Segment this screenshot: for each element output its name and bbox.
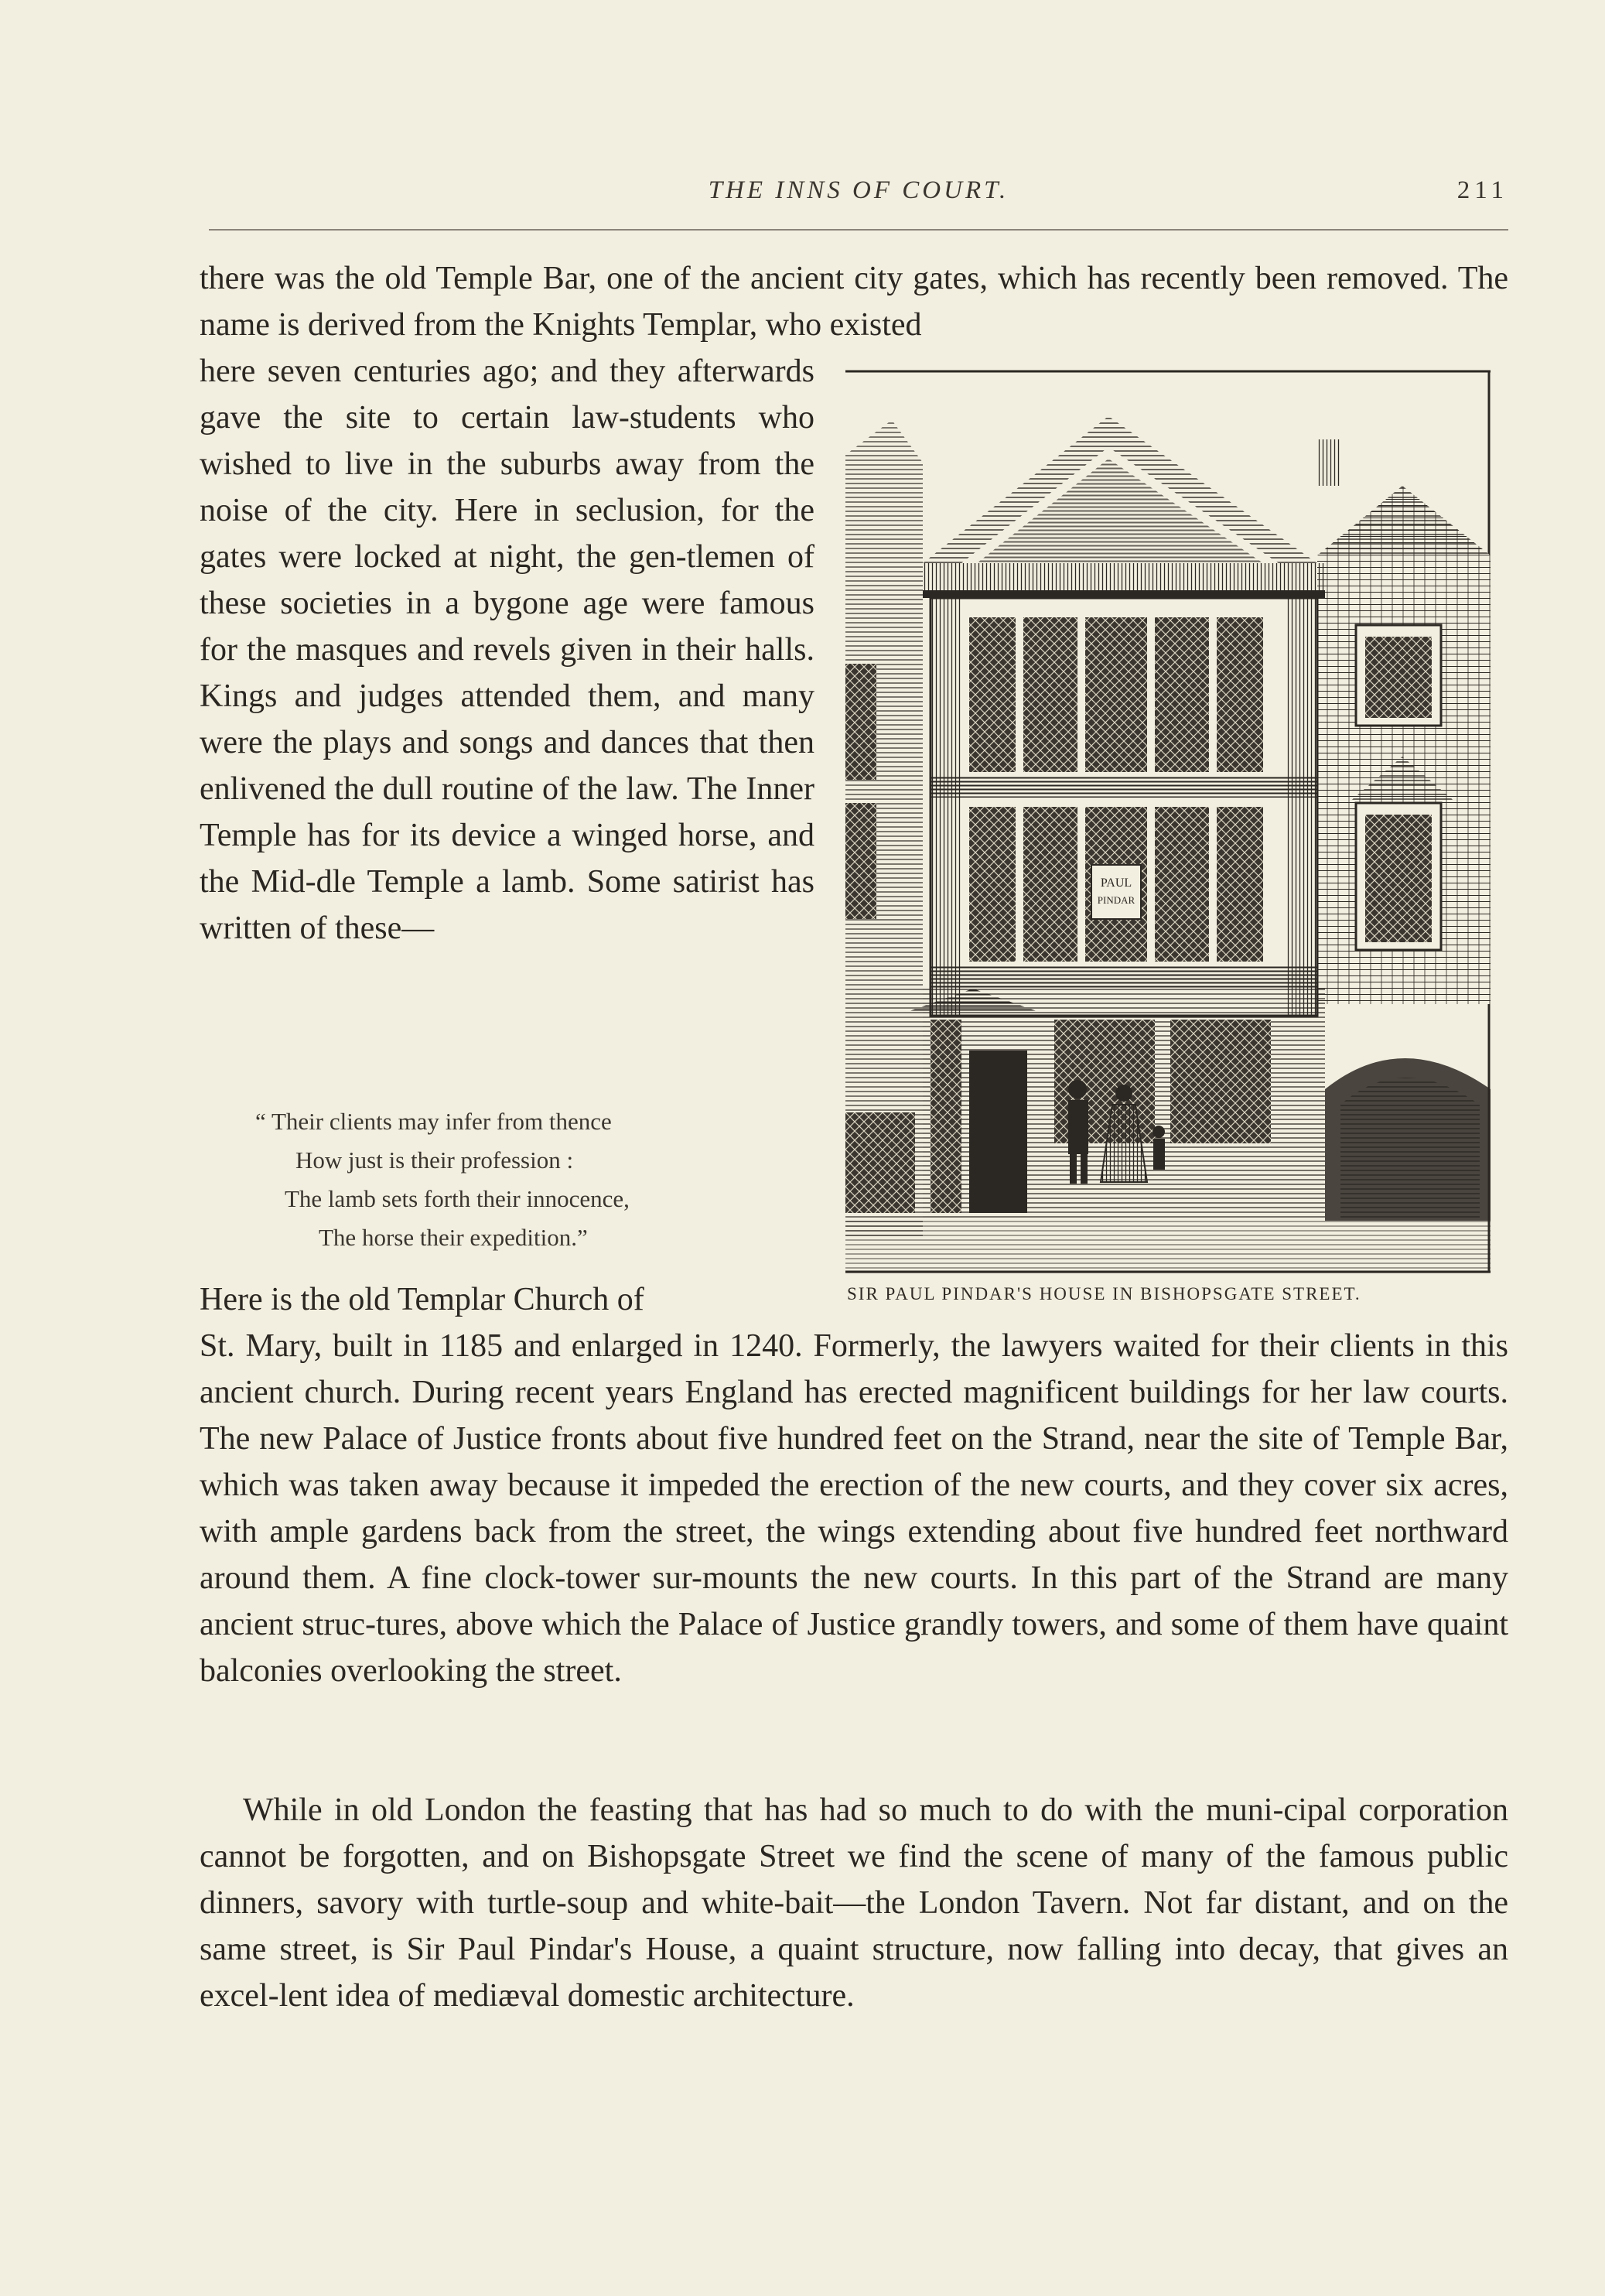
engraving-sir-paul-pindars-house — [845, 370, 1491, 1273]
verse-line: How just is their profession : — [295, 1146, 574, 1174]
header-rule — [209, 229, 1508, 231]
paragraph-2-opening: Here is the old Templar Church of — [200, 1282, 644, 1317]
sign-text-line1: PAUL — [1100, 876, 1132, 890]
paragraph-2-continued: St. Mary, built in 1185 and enlarged in 1240. Formerly, the lawyers waited for their clients in this ancient church. During recent years England has erected magnificent buildings for her law courts. The new Palace of Justice fronts about five hundred feet on the Strand, near the site of Temple Bar, which was taken away because it impeded the erection of the new courts, and they cover six acres, with ample gardens back from the street, the wings extending about five hundred feet northward around them. A fine clock-tower sur-mounts the new courts. In this part of the Strand are many ancient struc-tures, above which the Palace of Justice grandly towers, and some of them have quaint balconies overlooking the street. — [200, 1328, 1508, 1689]
running-head — [209, 176, 1508, 215]
verse-line: The lamb sets forth their innocence, — [285, 1185, 630, 1212]
engraving-illustration — [845, 370, 1491, 1273]
verse-line: “ Their clients may infer from thence — [255, 1108, 612, 1135]
page-number: 211 — [1456, 176, 1508, 204]
running-head-title: THE INNS OF COURT. — [708, 176, 1009, 204]
verse-quotation — [255, 1102, 781, 1257]
verse-line: The horse their expedition.” — [319, 1224, 588, 1251]
paragraph-1-column: here seven centuries ago; and they afterwards gave the site to certain law-students who wished to live in the suburbs away from the noise of the city. Here in seclusion, for the gates were locked at night, the gen-tlemen of these societies in a bygone age were famous for the masques and revels given in their halls. Kings and judges attended them, and many were the plays and songs and dances that then enlivened the dull routine of the law. The Inner Temple has for its device a winged horse, and the Mid-dle Temple a lamb. Some satirist has written of these— — [200, 354, 814, 946]
paragraph-3: While in old London the feasting that has had so much to do with the muni-cipal corporation cannot be forgotten, and on Bishopsgate Street we find the scene of many of the famous public dinners, savory with turtle-soup and white-bait—the London Tavern. Not far distant, and on the same street, is Sir Paul Pindar's House, a quaint structure, now falling into decay, that gives an excel-lent idea of mediæval domestic architecture. — [200, 1792, 1508, 2014]
figure-caption: SIR PAUL PINDAR'S HOUSE IN BISHOPSGATE STREET. — [847, 1284, 1361, 1303]
paragraph-1-opening: there was the old Temple Bar, one of the ancient city gates, which has recently been removed. The name is derived from the Knights Templar, who existed — [200, 261, 1508, 343]
sign-text-line2: PINDAR — [1097, 894, 1135, 906]
